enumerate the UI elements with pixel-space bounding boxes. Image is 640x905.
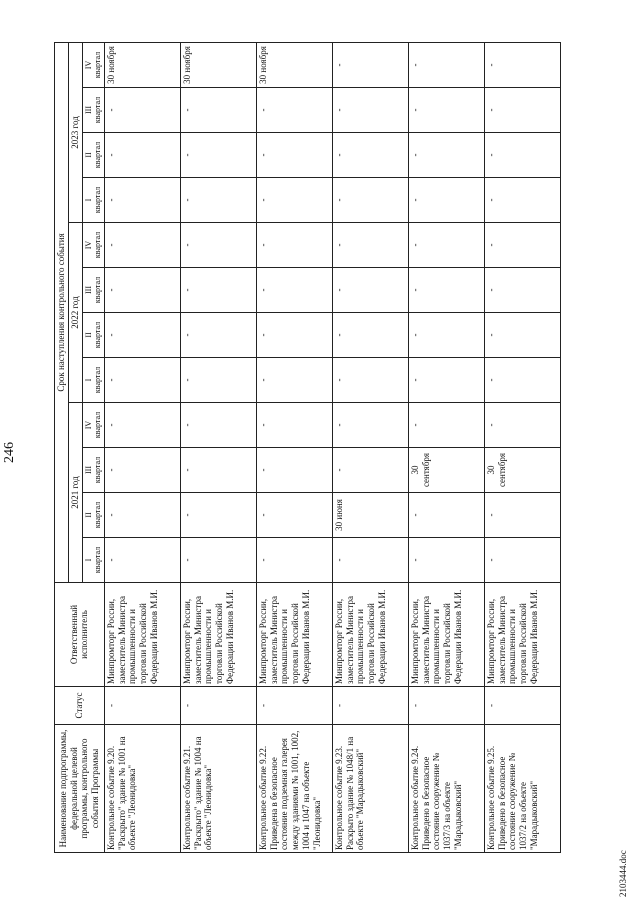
table-body bbox=[104, 42, 560, 852]
quarter-cell: - bbox=[332, 88, 408, 133]
quarter-number: I bbox=[83, 198, 93, 202]
quarter-cell: 30 ноября bbox=[180, 42, 256, 87]
quarter-cell: - bbox=[408, 178, 484, 223]
event-status: - bbox=[408, 687, 484, 725]
quarter-cell: - bbox=[104, 403, 180, 448]
event-responsible: Минпромторг России, заместитель Министра промышленности и торговли Российской Федерации Иванов М.И. bbox=[104, 583, 180, 687]
quarter-cell: - bbox=[180, 223, 256, 268]
event-status: - bbox=[180, 687, 256, 725]
quarter-header bbox=[82, 133, 104, 178]
quarter-word: квартал bbox=[93, 141, 103, 169]
quarter-cell: - bbox=[256, 358, 332, 403]
header-period: Срок наступления контрольного события bbox=[55, 42, 69, 582]
quarter-header bbox=[82, 178, 104, 223]
quarter-word: квартал bbox=[93, 96, 103, 124]
quarter-cell: - bbox=[256, 133, 332, 178]
quarter-cell: 30 июня bbox=[332, 493, 408, 538]
quarter-cell: - bbox=[104, 493, 180, 538]
event-responsible: Минпромторг России, заместитель Министра промышленности и торговли Российской Федерации Иванов М.И. bbox=[484, 583, 560, 687]
quarter-cell: - bbox=[104, 133, 180, 178]
quarter-word: квартал bbox=[93, 501, 103, 529]
quarter-word: квартал bbox=[93, 231, 103, 259]
quarter-word: квартал bbox=[93, 546, 103, 574]
quarter-cell: - bbox=[408, 223, 484, 268]
quarter-word: квартал bbox=[93, 51, 103, 79]
quarter-word: квартал bbox=[93, 366, 103, 394]
quarter-cell: - bbox=[256, 268, 332, 313]
quarter-header bbox=[82, 313, 104, 358]
event-status: - bbox=[256, 687, 332, 725]
quarter-header bbox=[82, 268, 104, 313]
table-row bbox=[104, 42, 180, 852]
quarter-cell: - bbox=[256, 403, 332, 448]
quarter-cell: - bbox=[256, 538, 332, 583]
quarter-header bbox=[82, 538, 104, 583]
quarter-cell: - bbox=[104, 538, 180, 583]
quarter-cell: - bbox=[408, 313, 484, 358]
control-events-table bbox=[54, 42, 561, 853]
event-name: Контрольное событие 9.25. Приведено в безопасное состояние сооружение № 1037/2 на объекте "Марадыковский" bbox=[484, 725, 560, 853]
header-year-2021: 2021 год bbox=[68, 403, 82, 583]
quarter-number: II bbox=[83, 332, 93, 338]
quarter-number: III bbox=[83, 286, 93, 294]
quarter-number: II bbox=[83, 152, 93, 158]
quarter-cell: - bbox=[256, 493, 332, 538]
quarter-cell: - bbox=[408, 358, 484, 403]
quarter-cell: - bbox=[180, 88, 256, 133]
quarter-cell: - bbox=[332, 538, 408, 583]
event-name: Контрольное событие 9.22. Приведена в безопасное состояние подземная галерея между зданиями № 1001, 1002, 1004 и 1047 на объекте "Леонидовка" bbox=[256, 725, 332, 853]
quarter-cell: - bbox=[484, 223, 560, 268]
event-responsible: Минпромторг России, заместитель Министра промышленности и торговли Российской Федерации Иванов М.И. bbox=[256, 583, 332, 687]
quarter-cell: - bbox=[180, 268, 256, 313]
quarter-cell: - bbox=[484, 88, 560, 133]
event-status: - bbox=[332, 687, 408, 725]
quarter-cell: - bbox=[484, 178, 560, 223]
table-row bbox=[484, 42, 560, 852]
event-name: Контрольное событие 9.24. Приведено в безопасное состояние сооружение № 1037/3 на объекте "Марадыковский" bbox=[408, 725, 484, 853]
quarter-cell: - bbox=[484, 313, 560, 358]
quarter-cell: - bbox=[332, 42, 408, 87]
quarter-number: II bbox=[83, 512, 93, 518]
quarter-cell: - bbox=[408, 88, 484, 133]
event-status: - bbox=[484, 687, 560, 725]
quarter-cell: 30 сентября bbox=[484, 448, 560, 493]
event-responsible: Минпромторг России, заместитель Министра промышленности и торговли Российской Федерации Иванов М.И. bbox=[180, 583, 256, 687]
quarter-cell: - bbox=[332, 178, 408, 223]
quarter-cell: - bbox=[332, 358, 408, 403]
quarter-number: IV bbox=[83, 240, 93, 250]
quarter-cell: - bbox=[332, 448, 408, 493]
quarter-cell: - bbox=[332, 268, 408, 313]
quarter-cell: - bbox=[180, 538, 256, 583]
quarter-cell: 30 сентября bbox=[408, 448, 484, 493]
table-row bbox=[408, 42, 484, 852]
table-row bbox=[180, 42, 256, 852]
quarter-cell: - bbox=[256, 88, 332, 133]
quarter-cell: - bbox=[256, 178, 332, 223]
quarter-cell: 30 ноября bbox=[104, 42, 180, 87]
quarter-cell: - bbox=[332, 313, 408, 358]
quarter-cell: - bbox=[104, 313, 180, 358]
header-status: Статус bbox=[55, 687, 105, 725]
quarter-word: квартал bbox=[93, 186, 103, 214]
quarter-word: квартал bbox=[93, 411, 103, 439]
event-name: Контрольное событие 9.23. Раскрыто здание № 1048/1 на объекте "Марадыковский" bbox=[332, 725, 408, 853]
quarter-cell: - bbox=[408, 133, 484, 178]
quarter-cell: - bbox=[256, 223, 332, 268]
quarter-cell: - bbox=[104, 448, 180, 493]
quarter-header bbox=[82, 493, 104, 538]
quarter-cell: - bbox=[256, 448, 332, 493]
header-year-2022: 2022 год bbox=[68, 223, 82, 403]
quarter-header bbox=[82, 42, 104, 87]
quarter-number: I bbox=[83, 558, 93, 562]
quarter-cell: - bbox=[484, 133, 560, 178]
quarter-cell: - bbox=[256, 313, 332, 358]
quarter-cell: - bbox=[484, 268, 560, 313]
quarter-cell: - bbox=[408, 403, 484, 448]
quarter-cell: - bbox=[484, 538, 560, 583]
quarter-cell: - bbox=[104, 88, 180, 133]
quarter-cell: - bbox=[408, 42, 484, 87]
quarter-cell: - bbox=[180, 178, 256, 223]
quarter-header bbox=[82, 88, 104, 133]
quarter-cell: - bbox=[180, 448, 256, 493]
quarter-cell: - bbox=[484, 42, 560, 87]
quarter-cell: - bbox=[180, 133, 256, 178]
quarter-cell: - bbox=[408, 268, 484, 313]
quarter-header bbox=[82, 358, 104, 403]
table-row bbox=[256, 42, 332, 852]
quarter-cell: - bbox=[332, 223, 408, 268]
quarter-cell: - bbox=[332, 403, 408, 448]
event-name: Контрольное событие 9.20. "Раскрыто" здание № 1001 на объекте "Леонидовка" bbox=[104, 725, 180, 853]
quarter-cell: - bbox=[408, 538, 484, 583]
quarter-number: IV bbox=[83, 420, 93, 430]
quarter-number: III bbox=[83, 466, 93, 474]
quarter-word: квартал bbox=[93, 321, 103, 349]
header-name: Наименование подпрограммы, федеральной целевой программы, контрольного события Программы bbox=[55, 725, 105, 853]
quarter-cell: - bbox=[104, 223, 180, 268]
quarter-cell: - bbox=[180, 403, 256, 448]
quarter-cell: - bbox=[180, 358, 256, 403]
event-status: - bbox=[104, 687, 180, 725]
page-number: 246 bbox=[2, 442, 17, 463]
quarter-cell: - bbox=[104, 268, 180, 313]
quarter-cell: - bbox=[104, 178, 180, 223]
quarter-header bbox=[82, 223, 104, 268]
header-responsible: Ответственный исполнитель bbox=[55, 583, 105, 687]
quarter-cell: - bbox=[332, 133, 408, 178]
quarter-header bbox=[82, 403, 104, 448]
quarter-cell: - bbox=[484, 403, 560, 448]
event-responsible: Минпромторг России, заместитель Министра промышленности и торговли Российской Федерации Иванов М.И. bbox=[332, 583, 408, 687]
quarter-cell: - bbox=[104, 358, 180, 403]
quarter-number: I bbox=[83, 378, 93, 382]
quarter-number: IV bbox=[83, 60, 93, 70]
quarter-cell: 30 ноября bbox=[256, 42, 332, 87]
quarter-cell: - bbox=[484, 358, 560, 403]
quarter-word: квартал bbox=[93, 456, 103, 484]
quarter-word: квартал bbox=[93, 276, 103, 304]
quarter-header bbox=[82, 448, 104, 493]
quarter-cell: - bbox=[408, 493, 484, 538]
event-responsible: Минпромторг России, заместитель Министра промышленности и торговли Российской Федерации Иванов М.И. bbox=[408, 583, 484, 687]
quarter-cell: - bbox=[484, 493, 560, 538]
event-name: Контрольное событие 9.21. "Раскрыто" здание № 1004 на объекте "Леонидовка" bbox=[180, 725, 256, 853]
quarter-cell: - bbox=[180, 313, 256, 358]
quarter-number: III bbox=[83, 106, 93, 114]
quarter-cell: - bbox=[180, 493, 256, 538]
table-row bbox=[332, 42, 408, 852]
document-id: 2103444.doc bbox=[618, 850, 628, 897]
header-year-2023: 2023 год bbox=[68, 42, 82, 222]
